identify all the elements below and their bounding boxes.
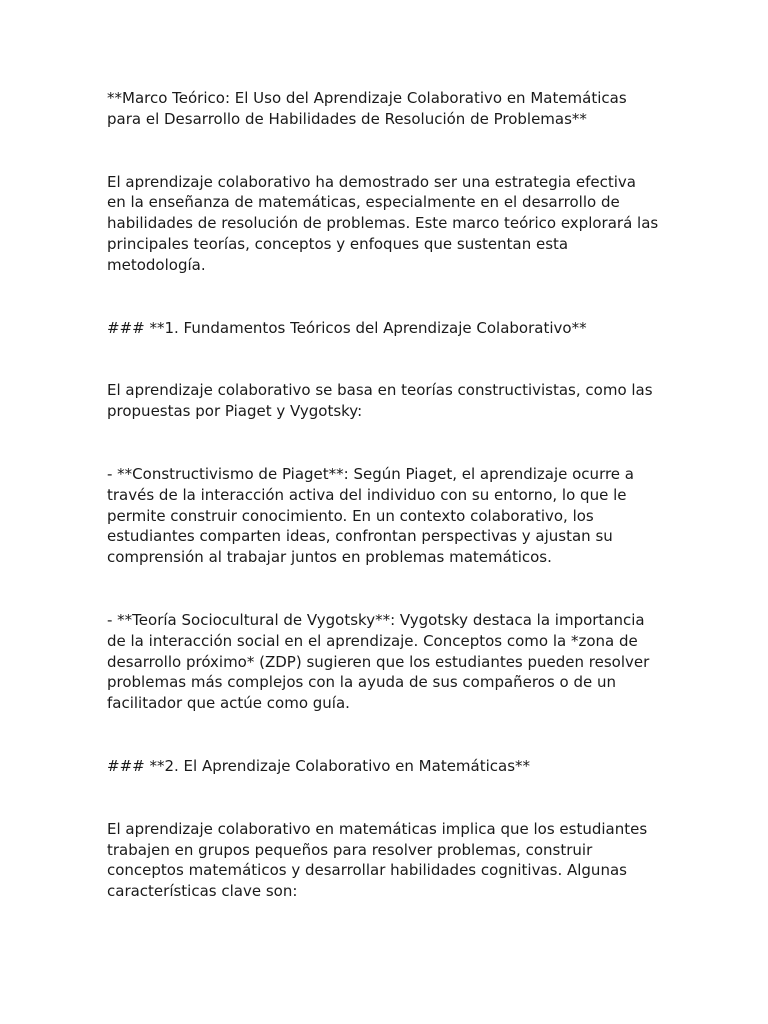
section-1-intro-paragraph: El aprendizaje colaborativo se basa en teorías constructivistas, como las propuestas por Piaget y Vygotsky: bbox=[107, 381, 653, 421]
section-2-intro-paragraph: El aprendizaje colaborativo en matemáticas implica que los estudiantes trabajen en grupos pequeños para resolver problemas, construir conceptos matemáticos y desarrollar habilidades cognitivas. Algunas características clave son: bbox=[107, 819, 648, 901]
section-2-heading: ### **2. El Aprendizaje Colaborativo en Matemáticas** bbox=[107, 756, 531, 775]
document-page bbox=[107, 88, 667, 944]
document-title: **Marco Teórico: El Uso del Aprendizaje Colaborativo en Matemáticas para el Desarrollo de Habilidades de Resolución de Problemas** bbox=[107, 89, 627, 128]
section-1-heading: ### **1. Fundamentos Teóricos del Aprendizaje Colaborativo** bbox=[107, 318, 587, 337]
vygotsky-bullet: - **Teoría Sociocultural de Vygotsky**: Vygotsky destaca la importancia de la interacción social en el aprendizaje. Conceptos como la *zona de desarrollo próximo* (ZDP) sugieren que los estudiantes pueden resolver problemas más complejos con la ayuda de sus compañeros o de un facilitador que actúe como guía. bbox=[107, 610, 650, 713]
piaget-bullet: - **Constructivismo de Piaget**: Según Piaget, el aprendizaje ocurre a través de la interacción activa del individuo con su entorno, lo que le permite construir conocimiento. En un contexto colaborativo, los estudiantes comparten ideas, confrontan perspectivas y ajustan su comprensión al trabajar juntos en problemas matemáticos. bbox=[107, 464, 634, 567]
intro-paragraph: El aprendizaje colaborativo ha demostrado ser una estrategia efectiva en la enseñanza de matemáticas, especialmente en el desarrollo de habilidades de resolución de problemas. Este marco teórico explorará las principales teorías, conceptos y enfoques que sustentan esta metodología. bbox=[107, 172, 659, 274]
